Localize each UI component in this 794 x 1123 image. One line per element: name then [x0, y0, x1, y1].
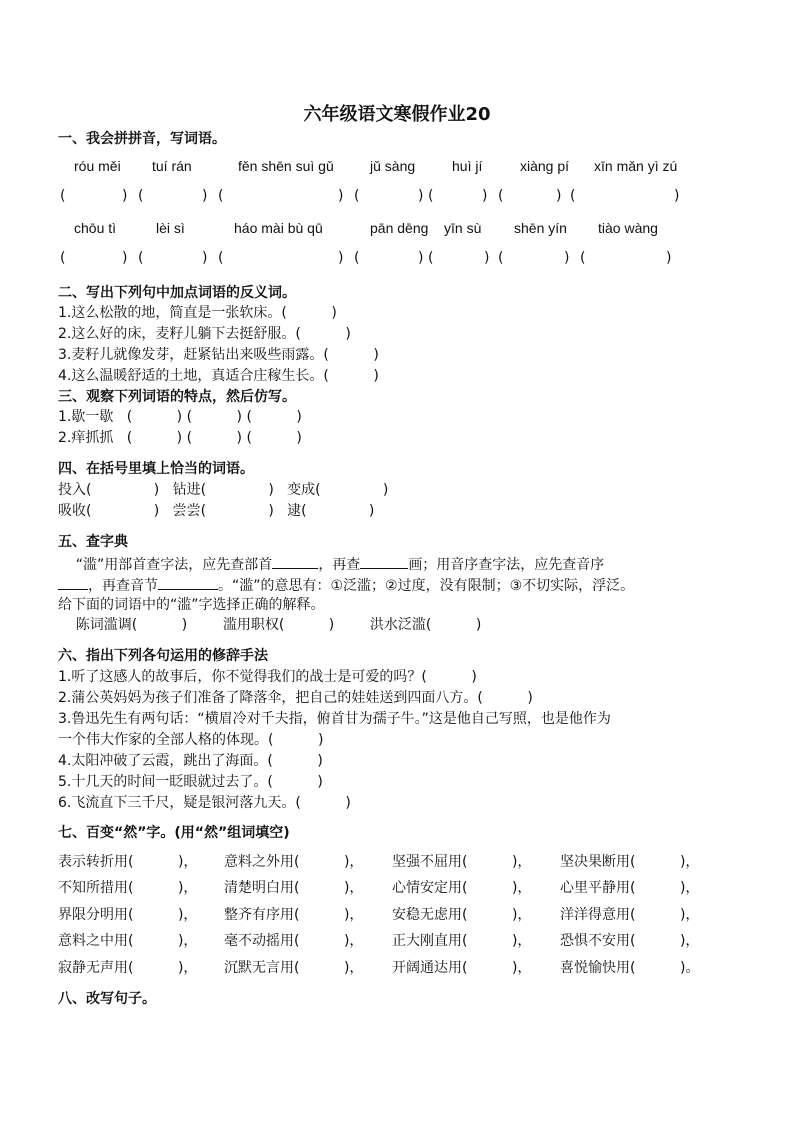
- ran-cell: 意料之中用( )，: [58, 933, 198, 949]
- section-8-heading: 八、改写句子。: [58, 991, 156, 1007]
- bracket-open: (: [498, 188, 504, 204]
- bracket-open: (: [218, 250, 224, 266]
- pinyin-item: shēn yín: [514, 220, 567, 236]
- dictionary-line-1: [58, 554, 604, 574]
- section-5-heading: 五、查字典: [58, 534, 128, 550]
- exercise-line: 4.这么温暖舒适的土地，真适合庄稼生长。( ): [58, 368, 379, 384]
- bracket-close: ): [666, 250, 672, 266]
- ran-cell: 心里平静用( )，: [560, 880, 700, 896]
- ran-cell: 毫不动摇用( )，: [224, 933, 364, 949]
- section-2-heading: 二、写出下列句中加点词语的反义词。: [58, 285, 296, 301]
- ran-cell: 心情安定用( )，: [392, 880, 532, 896]
- ran-cell: 恐惧不安用( )，: [560, 933, 700, 949]
- exercise-line: 吸收( ) 尝尝( ) 逮( ): [58, 503, 375, 519]
- ran-cell: 坚强不屈用( )，: [392, 854, 532, 870]
- bracket-open: (: [138, 250, 144, 266]
- blank-line: [158, 575, 218, 590]
- bracket-open: (: [354, 188, 360, 204]
- exercise-line: 1.歇一歇 ( ) ( ) ( ): [58, 409, 302, 425]
- bracket-close: ): [122, 188, 128, 204]
- text-segment: 画；用音序查字法，应先查音序: [408, 557, 605, 573]
- exercise-line: 3.鲁迅先生有两句话：“横眉冷对千夫指，俯首甘为孺子牛。”这是他自己写照，也是他作为: [58, 711, 611, 727]
- exercise-line: 1.这么松散的地，简直是一张软床。( ): [58, 305, 337, 321]
- pinyin-item: tiào wàng: [598, 220, 658, 236]
- text-segment: ，再查音节: [88, 578, 158, 594]
- bracket-close: ): [674, 188, 680, 204]
- bracket-close: ): [338, 250, 344, 266]
- exercise-line: 3.麦籽儿就像发芽，赶紧钻出来吸些雨露。( ): [58, 347, 379, 363]
- exercise-line: 2.这么好的床，麦籽儿躺下去挺舒服。( ): [58, 326, 351, 342]
- text-segment: ，再查: [318, 557, 361, 573]
- bracket-close: ): [564, 250, 570, 266]
- bracket-close: ): [556, 188, 562, 204]
- text-segment: “滥”用部首查字法，应先查部首: [58, 557, 273, 573]
- page-title: 六年级语文寒假作业20: [303, 104, 491, 125]
- ran-cell: 寂静无声用( )，: [58, 960, 198, 976]
- bracket-open: (: [580, 250, 586, 266]
- bracket-close: ): [418, 250, 424, 266]
- ran-cell: 整齐有序用( )，: [224, 907, 364, 923]
- bracket-close: ): [202, 250, 208, 266]
- pinyin-item: lèi sì: [156, 220, 185, 236]
- ran-cell: 表示转折用( )，: [58, 854, 198, 870]
- pinyin-item: róu měi: [74, 158, 121, 174]
- ran-cell: 沉默无言用( )，: [224, 960, 364, 976]
- section-3-heading: 三、观察下列词语的特点，然后仿写。: [58, 389, 296, 405]
- bracket-open: (: [60, 188, 66, 204]
- bracket-open: (: [60, 250, 66, 266]
- bracket-open: (: [498, 250, 504, 266]
- pinyin-item: xīn mǎn yì zú: [594, 158, 678, 174]
- section-4-heading: 四、在括号里填上恰当的词语。: [58, 461, 254, 477]
- ran-cell: 正大刚直用( )，: [392, 933, 532, 949]
- exercise-line: 给下面的词语中的“滥”字选择正确的解释。: [58, 597, 325, 613]
- exercise-line: 投入( ) 钻进( ) 变成( ): [58, 482, 389, 498]
- exercise-line: 4.太阳冲破了云霞，跳出了海面。( ): [58, 753, 323, 769]
- exercise-line: 1.听了这感人的故事后，你不觉得我们的战士是可爱的吗？( ): [58, 669, 477, 685]
- pinyin-item: yīn sù: [444, 220, 482, 236]
- bracket-open: (: [218, 188, 224, 204]
- bracket-close: ): [482, 188, 488, 204]
- blank-line: [58, 575, 88, 590]
- ran-cell: 清楚明白用( )，: [224, 880, 364, 896]
- exercise-line: 一个伟大作家的全部人格的体现。( ): [58, 732, 324, 748]
- ran-cell: 界限分明用( )，: [58, 907, 198, 923]
- bracket-open: (: [570, 188, 576, 204]
- bracket-close: ): [338, 188, 344, 204]
- exercise-line: 2.蒲公英妈妈为孩子们准备了降落伞，把自己的娃娃送到四面八方。( ): [58, 690, 533, 706]
- pinyin-item: chōu tì: [74, 220, 117, 236]
- exercise-line: 5.十几天的时间一眨眼就过去了。( ): [58, 774, 323, 790]
- pinyin-item: jǔ sàng: [370, 158, 416, 174]
- bracket-open: (: [138, 188, 144, 204]
- blank-line: [272, 554, 318, 569]
- exercise-line: 6.飞流直下三千尺，疑是银河落九天。( ): [58, 795, 351, 811]
- ran-cell: 洋洋得意用( )，: [560, 907, 700, 923]
- bracket-open: (: [428, 188, 434, 204]
- dictionary-line-2: [58, 575, 634, 595]
- bracket-close: ): [122, 250, 128, 266]
- pinyin-item: háo mài bù qū: [234, 220, 323, 236]
- ran-cell: 意料之外用( )，: [224, 854, 364, 870]
- ran-cell: 安稳无虑用( )，: [392, 907, 532, 923]
- ran-cell: 喜悦愉快用( )。: [560, 960, 700, 976]
- section-7-heading: 七、百变“然”字。(用“然”组词填空): [58, 825, 290, 841]
- exercise-line: 陈词滥调( ) 滥用职权( ) 洪水泛滥( ): [58, 617, 482, 633]
- pinyin-item: xiàng pí: [520, 158, 570, 174]
- pinyin-item: huì jí: [452, 158, 483, 174]
- ran-cell: 不知所措用( )，: [58, 880, 198, 896]
- bracket-open: (: [428, 250, 434, 266]
- bracket-close: ): [484, 250, 490, 266]
- pinyin-item: tuí rán: [152, 158, 192, 174]
- bracket-open: (: [354, 250, 360, 266]
- pinyin-item: fěn shēn suì gǔ: [238, 158, 334, 174]
- pinyin-item: pān dēng: [370, 220, 429, 236]
- bracket-close: ): [202, 188, 208, 204]
- section-6-heading: 六、指出下列各句运用的修辞手法: [58, 648, 268, 664]
- text-segment: 。“滥”的意思有：①泛滥；②过度，没有限制；③不切实际，浮泛。: [218, 578, 635, 594]
- exercise-line: 2.痒抓抓 ( ) ( ) ( ): [58, 430, 302, 446]
- ran-cell: 开阔通达用( )，: [392, 960, 532, 976]
- bracket-close: ): [418, 188, 424, 204]
- ran-cell: 坚决果断用( )，: [560, 854, 700, 870]
- blank-line: [360, 554, 408, 569]
- section-1-heading: 一、我会拼拼音，写词语。: [58, 131, 226, 147]
